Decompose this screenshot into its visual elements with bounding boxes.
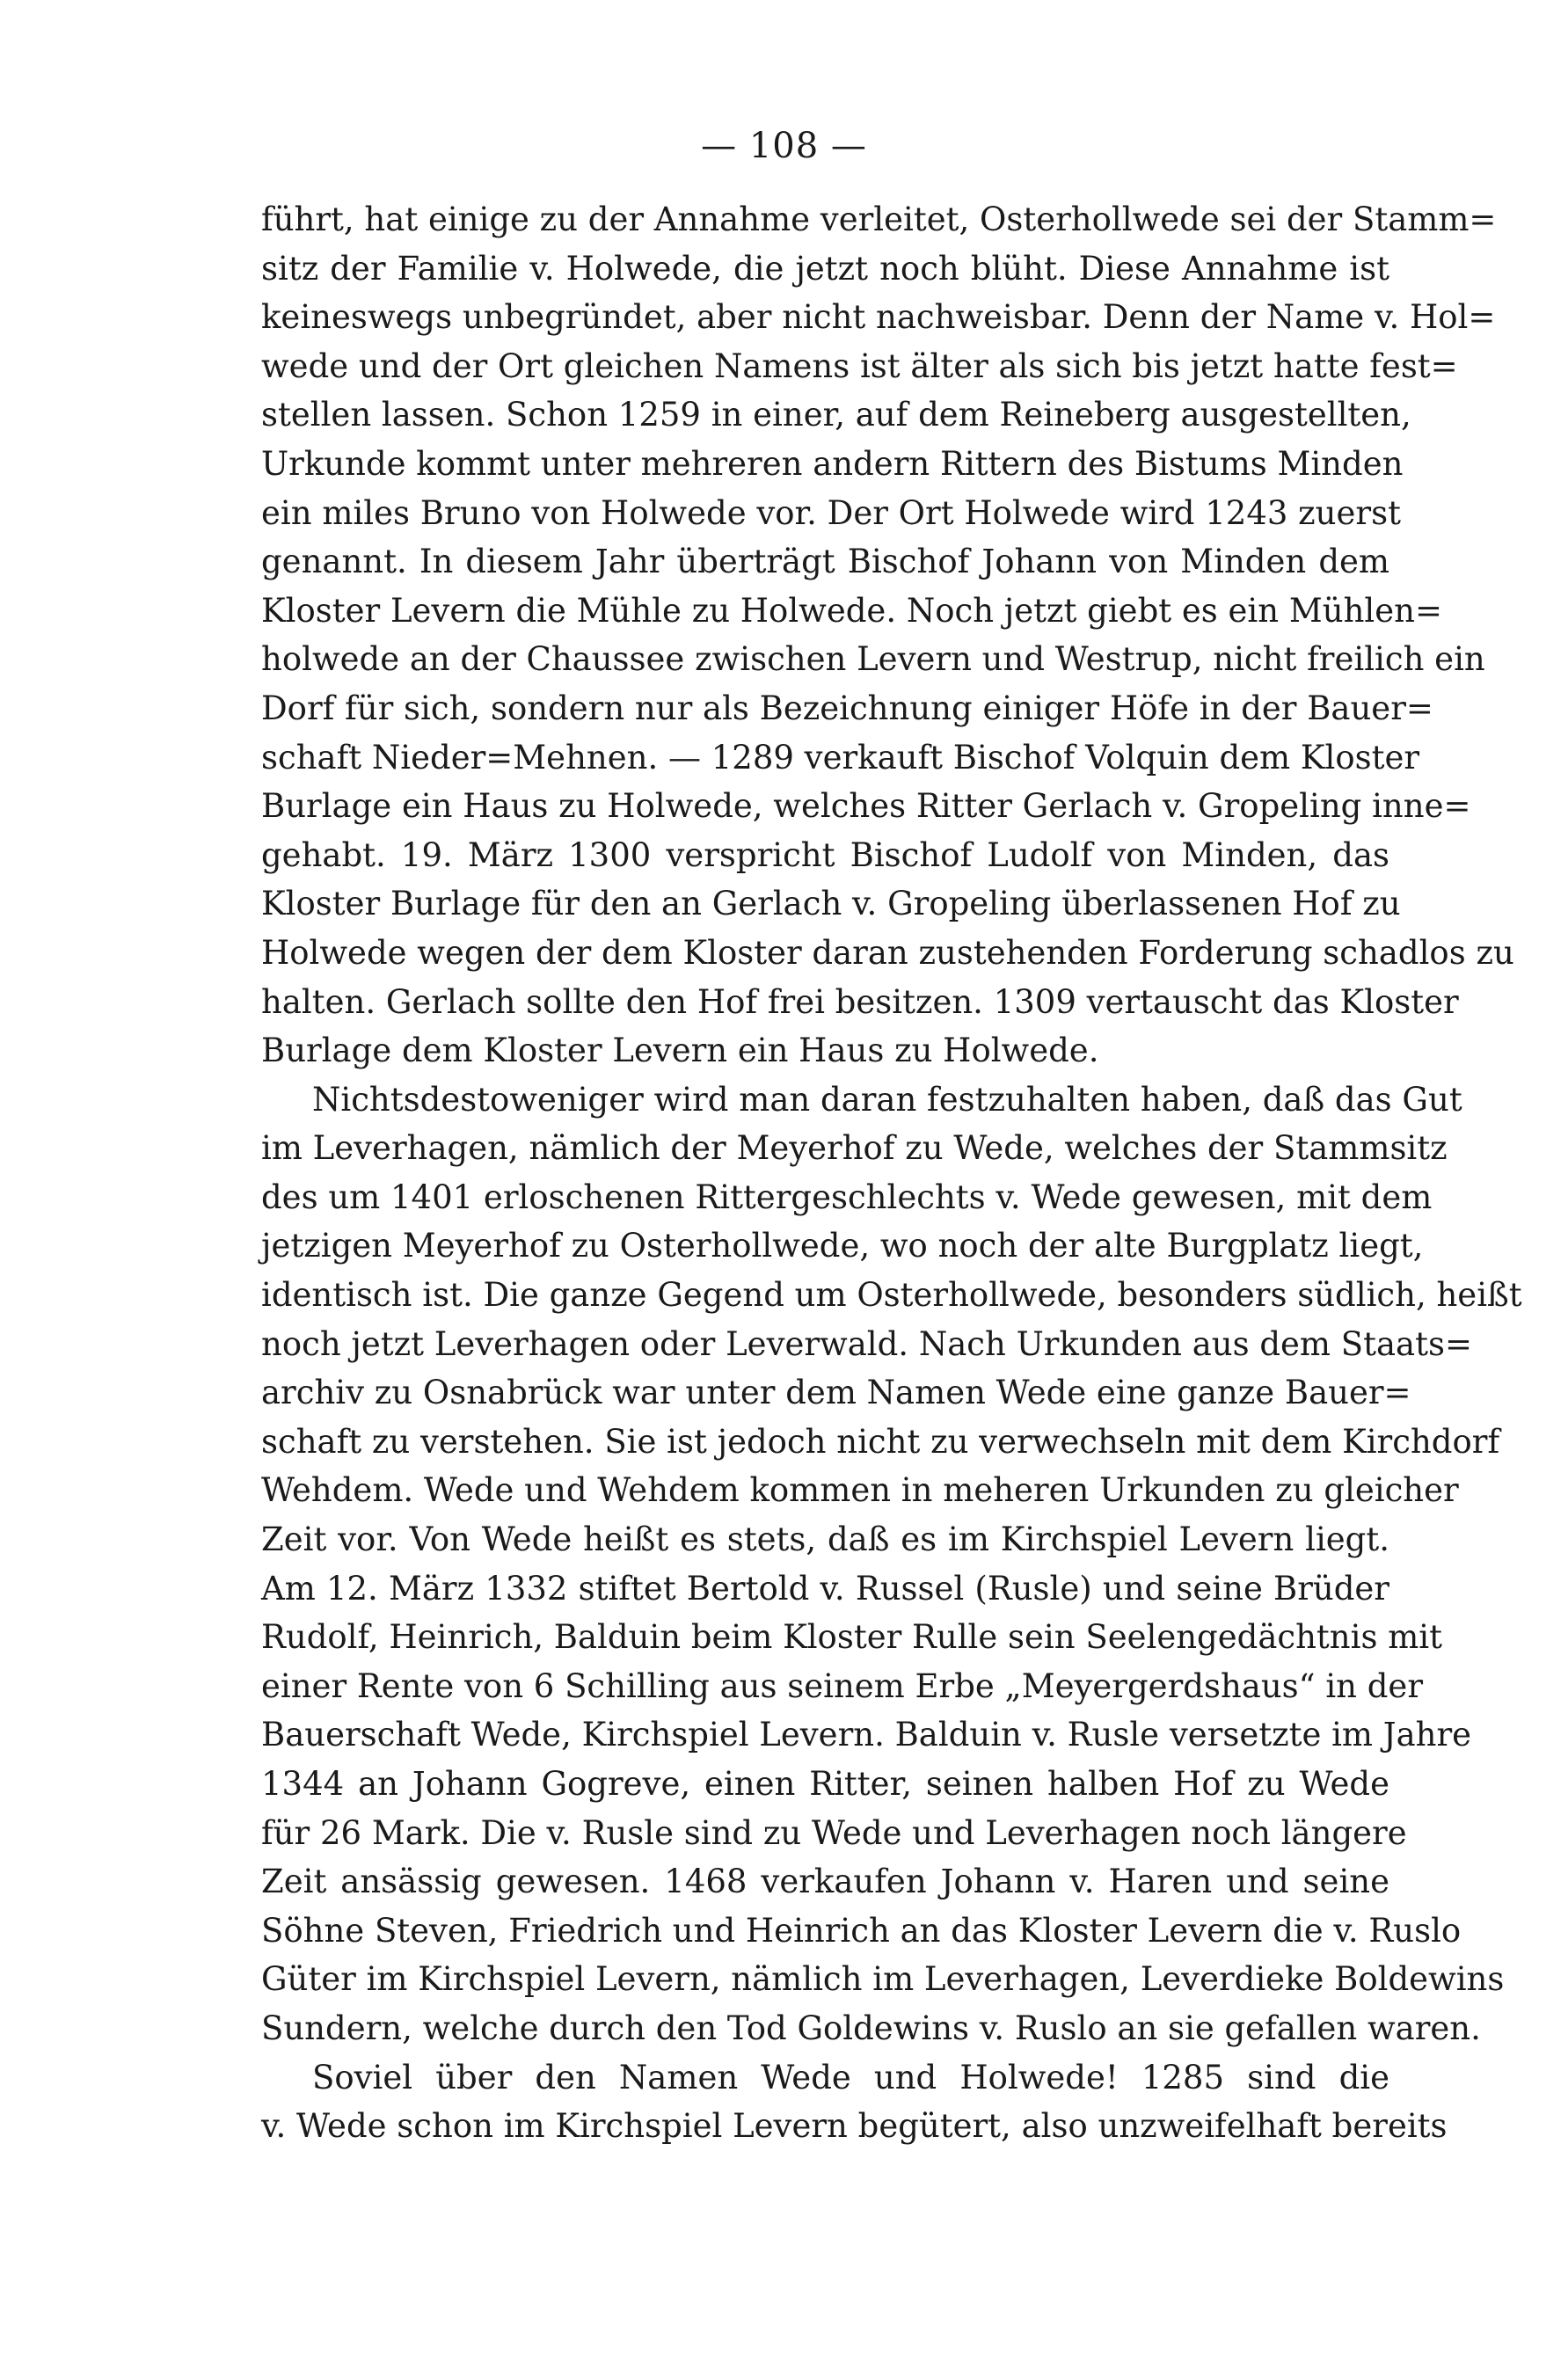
text-line: schaft zu verstehen. Sie ist jedoch nicht zu verwechseln mit dem Kirchdorf: [261, 1422, 1500, 1461]
text-line: stellen lassen. Schon 1259 in einer, auf dem Reineberg ausgestellten,: [261, 396, 1411, 434]
text-line: Zeit vor. Von Wede heißt es stets, daß es im Kirchspiel Levern liegt.: [261, 1520, 1389, 1559]
text-line: führt, hat einige zu der Annahme verleitet, Osterhollwede sei der Stamm=: [261, 201, 1497, 238]
text-line: genannt. In diesem Jahr überträgt Bischof Johann von Minden dem: [261, 543, 1389, 581]
text-line: Holwede wegen der dem Kloster daran zustehenden Forderung schadlos zu: [261, 933, 1514, 972]
text-line: noch jetzt Leverhagen oder Leverwald. Nach Urkunden aus dem Staats=: [261, 1324, 1472, 1363]
text-line: des um 1401 erloschenen Rittergeschlechts v. Wede gewesen, mit dem: [261, 1178, 1433, 1216]
text-line: schaft Nieder=Mehnen. — 1289 verkauft Bischof Volquin dem Kloster: [261, 738, 1420, 777]
text-line: Nichtsdestoweniger wird man daran festzuhalten haben, daß das Gut: [312, 1080, 1462, 1119]
text-line: holwede an der Chaussee zwischen Levern und Westrup, nicht freilich ein: [261, 640, 1485, 679]
text-line: Söhne Steven, Friedrich und Heinrich an das Kloster Levern die v. Ruslo: [261, 1911, 1462, 1950]
text-line: Wehdem. Wede und Wehdem kommen in meheren Urkunden zu gleicher: [261, 1471, 1459, 1510]
text-line: v. Wede schon im Kirchspiel Levern begütert, also unzweifelhaft bereits: [261, 2107, 1448, 2146]
text-line: identisch ist. Die ganze Gegend um Osterhollwede, besonders südlich, heißt: [261, 1276, 1522, 1315]
text-line: jetzigen Meyerhof zu Osterhollwede, wo noch der alte Burgplatz liegt,: [261, 1227, 1424, 1265]
text-line: Bauerschaft Wede, Kirchspiel Levern. Balduin v. Rusle versetzte im Jahre: [261, 1716, 1472, 1754]
text-line: Burlage dem Kloster Levern ein Haus zu Holwede.: [261, 1032, 1099, 1070]
paragraph-3: [261, 2053, 1448, 2151]
text-line: Kloster Burlage für den an Gerlach v. Gropeling überlassenen Hof zu: [261, 885, 1401, 923]
body-text: [261, 195, 1522, 2151]
text-line: keineswegs unbegründet, aber nicht nachweisbar. Denn der Name v. Hol=: [261, 298, 1496, 337]
text-line: Kloster Levern die Mühle zu Holwede. Noch jetzt giebt es ein Mühlen=: [261, 591, 1442, 630]
text-line: halten. Gerlach sollte den Hof frei besitzen. 1309 vertauscht das Kloster: [261, 982, 1459, 1021]
text-line: archiv zu Osnabrück war unter dem Namen Wede eine ganze Bauer=: [261, 1374, 1411, 1412]
text-line: Soviel über den Namen Wede und Holwede! 1285 sind die: [312, 2058, 1389, 2096]
text-line: Am 12. März 1332 stiftet Bertold v. Russel (Rusle) und seine Brüder: [261, 1569, 1389, 1608]
text-line: Dorf für sich, sondern nur als Bezeichnung einiger Höfe in der Bauer=: [261, 689, 1433, 727]
text-line: wede und der Ort gleichen Namens ist älter als sich bis jetzt hatte fest=: [261, 346, 1458, 385]
page-number: — 108 —: [701, 126, 867, 166]
text-line: Sundern, welche durch den Tod Goldewins v. Ruslo an sie gefallen waren.: [261, 2009, 1481, 2047]
paragraph-1: [261, 195, 1514, 1075]
text-line: Rudolf, Heinrich, Balduin beim Kloster Rulle sein Seelengedächtnis mit: [261, 1618, 1443, 1657]
text-line: Güter im Kirchspiel Levern, nämlich im Leverhagen, Leverdieke Boldewins: [261, 1960, 1505, 1999]
text-line: im Leverhagen, nämlich der Meyerhof zu Wede, welches der Stammsitz: [261, 1129, 1448, 1168]
text-line: einer Rente von 6 Schilling aus seinem Erbe „Meyergerdshaus“ in der: [261, 1666, 1424, 1705]
text-line: Urkunde kommt unter mehreren andern Rittern des Bistums Minden: [261, 444, 1404, 483]
text-line: ein miles Bruno von Holwede vor. Der Ort Holwede wird 1243 zuerst: [261, 493, 1401, 532]
text-line: gehabt. 19. März 1300 verspricht Bischof Ludolf von Minden, das: [261, 835, 1389, 874]
text-line: 1344 an Johann Gogreve, einen Ritter, seinen halben Hof zu Wede: [261, 1765, 1389, 1803]
text-line: Zeit ansässig gewesen. 1468 verkaufen Johann v. Haren und seine: [261, 1863, 1389, 1901]
text-line: sitz der Familie v. Holwede, die jetzt noch blüht. Diese Annahme ist: [261, 249, 1389, 288]
paragraph-2: [261, 1075, 1522, 2053]
text-line: Burlage ein Haus zu Holwede, welches Ritter Gerlach v. Gropeling inne=: [261, 787, 1471, 826]
text-line: für 26 Mark. Die v. Rusle sind zu Wede und Leverhagen noch längere: [261, 1813, 1407, 1852]
